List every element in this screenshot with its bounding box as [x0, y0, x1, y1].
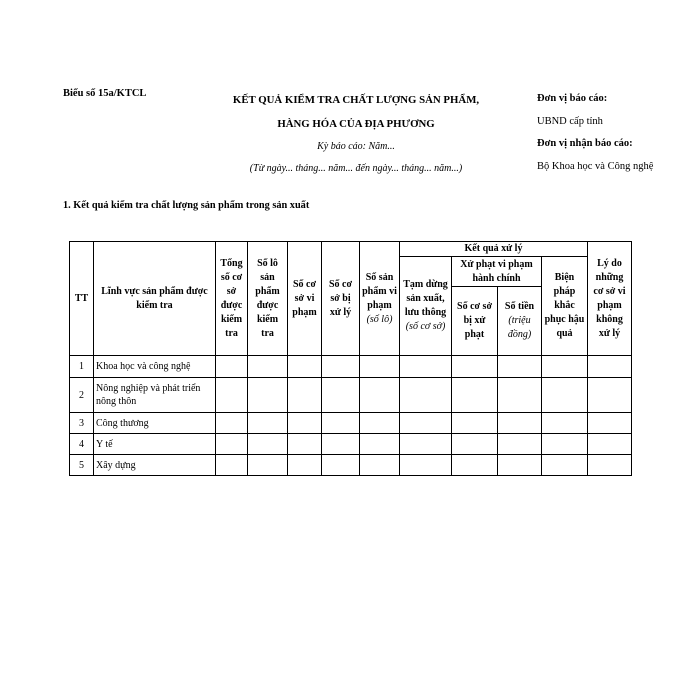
header-result-group: Kết quả xử lý — [400, 242, 588, 257]
report-table — [69, 241, 632, 476]
header-suspend — [400, 257, 452, 356]
header-violating-products-label: Số sản phẩm vi phạm — [362, 271, 397, 311]
title-block — [225, 88, 487, 180]
row-tt: 4 — [70, 434, 94, 455]
header-admin-group: Xử phạt vi phạm hành chính — [452, 257, 542, 287]
header-total-inspected: Tổng số cơ sở được kiểm tra — [216, 242, 248, 356]
table-row — [70, 434, 632, 455]
header-violating-products — [360, 242, 400, 356]
row-field: Công thương — [94, 413, 216, 434]
table-row — [70, 455, 632, 476]
report-date-range: (Từ ngày... tháng... năm... đến ngày... tháng... năm...) — [249, 163, 463, 174]
row-field: Khoa học và công nghệ — [94, 356, 216, 378]
header-reason: Lý do những cơ sở vi phạm không xử lý — [588, 242, 632, 356]
header-tt: TT — [70, 242, 94, 356]
report-period: Kỳ báo cáo: Năm... — [317, 141, 395, 152]
header-fine-amount — [498, 287, 542, 356]
reporting-unit: UBND cấp tỉnh — [537, 115, 603, 127]
header-fine-amount-label: Số tiền — [504, 301, 535, 312]
report-title-line1: KẾT QUẢ KIỂM TRA CHẤT LƯỢNG SẢN PHẨM, — [232, 94, 480, 106]
row-field: Y tế — [94, 434, 216, 455]
header-suspend-unit: (số cơ sở) — [405, 321, 446, 332]
row-field: Xây dựng — [94, 455, 216, 476]
row-tt: 3 — [70, 413, 94, 434]
row-tt: 5 — [70, 455, 94, 476]
header-handled-facilities: Số cơ sở bị xử lý — [322, 242, 360, 356]
receiving-unit: Bộ Khoa học và Công nghệ — [537, 160, 654, 172]
header-field: Lĩnh vực sản phẩm được kiểm tra — [94, 242, 216, 356]
form-code: Biểu số 15a/KTCL — [63, 88, 147, 99]
row-tt: 2 — [70, 378, 94, 413]
header-violating-products-unit: (số lô) — [366, 313, 393, 325]
header-violating-facilities: Số cơ sở vi phạm — [288, 242, 322, 356]
header-fined-facilities: Số cơ sở bị xử phạt — [452, 287, 498, 356]
table-row — [70, 356, 632, 378]
receiving-unit-label: Đơn vị nhận báo cáo: — [537, 138, 633, 149]
section-title: 1. Kết quả kiểm tra chất lượng sản phẩm trong sản xuất — [63, 200, 310, 211]
unit-block — [537, 88, 687, 178]
table-row — [70, 413, 632, 434]
row-field: Nông nghiệp và phát triển nông thôn — [94, 378, 216, 413]
header-remedy: Biện pháp khắc phục hậu quả — [542, 257, 588, 356]
report-title-line2: HÀNG HÓA CỦA ĐỊA PHƯƠNG — [277, 118, 435, 130]
header-suspend-label: Tạm dừng sản xuất, lưu thông — [403, 279, 448, 318]
header-batches-inspected: Số lô sản phẩm được kiểm tra — [248, 242, 288, 356]
header-fine-amount-unit: (triệu đồng) — [507, 315, 532, 340]
reporting-unit-label: Đơn vị báo cáo: — [537, 93, 608, 104]
row-tt: 1 — [70, 356, 94, 378]
table-row — [70, 378, 632, 413]
